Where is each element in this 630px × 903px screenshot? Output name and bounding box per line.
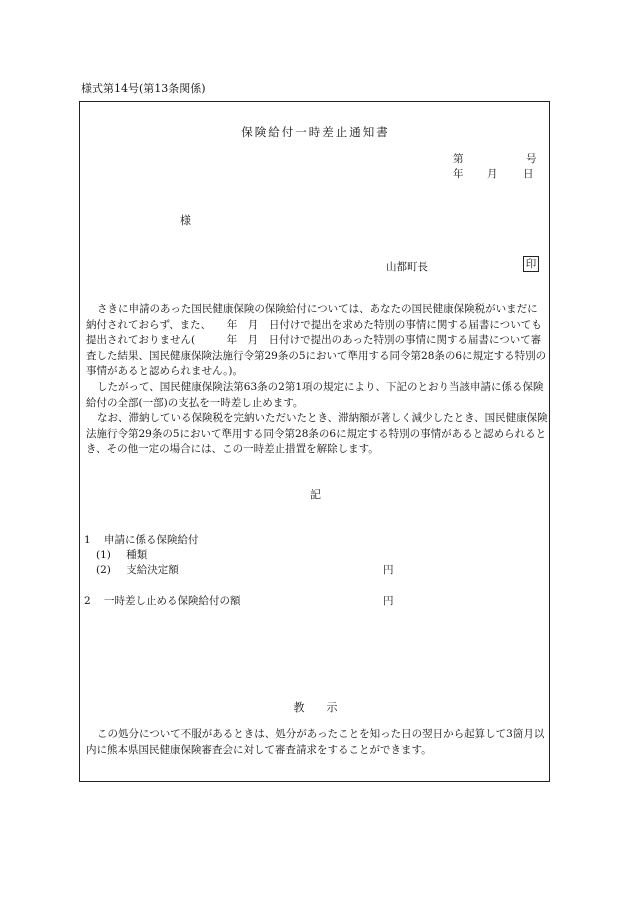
form-number: 様式第14号(第13条関係) [81, 82, 206, 95]
doc-number-prefix: 第 [453, 153, 464, 165]
item-1 [84, 532, 199, 547]
body-paragraph-3: なお、滞納している保険税を完納いただいたとき、滞納額が著しく減少したとき、国民健康保険法施行令第29条の5において準用する同令第28条の6に規定する特別の事情があると認められるとき、その他一定の場合には、この一時差止措置を解除します。 [86, 412, 548, 456]
item-1-2-number: (2) [96, 564, 111, 576]
item-1-1 [96, 547, 147, 562]
item-1-1-number: (1) [96, 549, 111, 561]
item-2-unit: 円 [383, 595, 394, 607]
item-1-1-label: 種類 [126, 549, 148, 561]
item-1-number: 1 [84, 534, 91, 546]
issuer-name: 山都町長 [386, 261, 428, 273]
date-day: 日 [523, 168, 534, 180]
body-paragraph-2: したがって、国民健康保険法第63条の2第1項の規定により、下記のとおり当該申請に係る保険給付の全部(一部)の支払を一時差し止めます。 [86, 381, 544, 409]
notes-body: この処分について不服があるときは、処分があったことを知った日の翌日から起算して3箇月以内に熊本県国民健康保険審査会に対して審査請求をすることができます。 [86, 728, 545, 756]
item-1-2-unit: 円 [383, 564, 394, 576]
notes-heading: 教 示 [293, 701, 338, 714]
document-title: 保険給付一時差止通知書 [241, 125, 390, 139]
recipient-honorific: 様 [180, 214, 191, 227]
item-2 [84, 593, 241, 608]
ki-heading: 記 [310, 488, 321, 501]
notice-frame [79, 101, 550, 782]
date-month: 月 [487, 168, 498, 180]
item-1-2-label: 支給決定額 [126, 564, 179, 576]
seal-mark: 印 [523, 256, 539, 272]
body-paragraph-1: さきに申請のあった国民健康保険の保険給付については、あなたの国民健康保険税がいまだに納付されておらず、また、 年 月 日付けで提出を求めた特別の事情に関する届書についても提出されておりません( 年 月 日付けで提出のあった特別の事情に関する届書について審査した結果、国民健康保険法施行令第29条の5において準用する同令第28条の6に規定する特別の事情があると認められません。)。 [86, 303, 547, 378]
item-1-label: 申請に係る保険給付 [104, 534, 199, 546]
item-2-number: 2 [84, 595, 91, 607]
doc-number-suffix: 号 [526, 153, 537, 165]
item-2-label: 一時差し止める保険給付の額 [104, 595, 241, 607]
item-1-2 [96, 562, 179, 577]
date-year: 年 [453, 168, 464, 180]
